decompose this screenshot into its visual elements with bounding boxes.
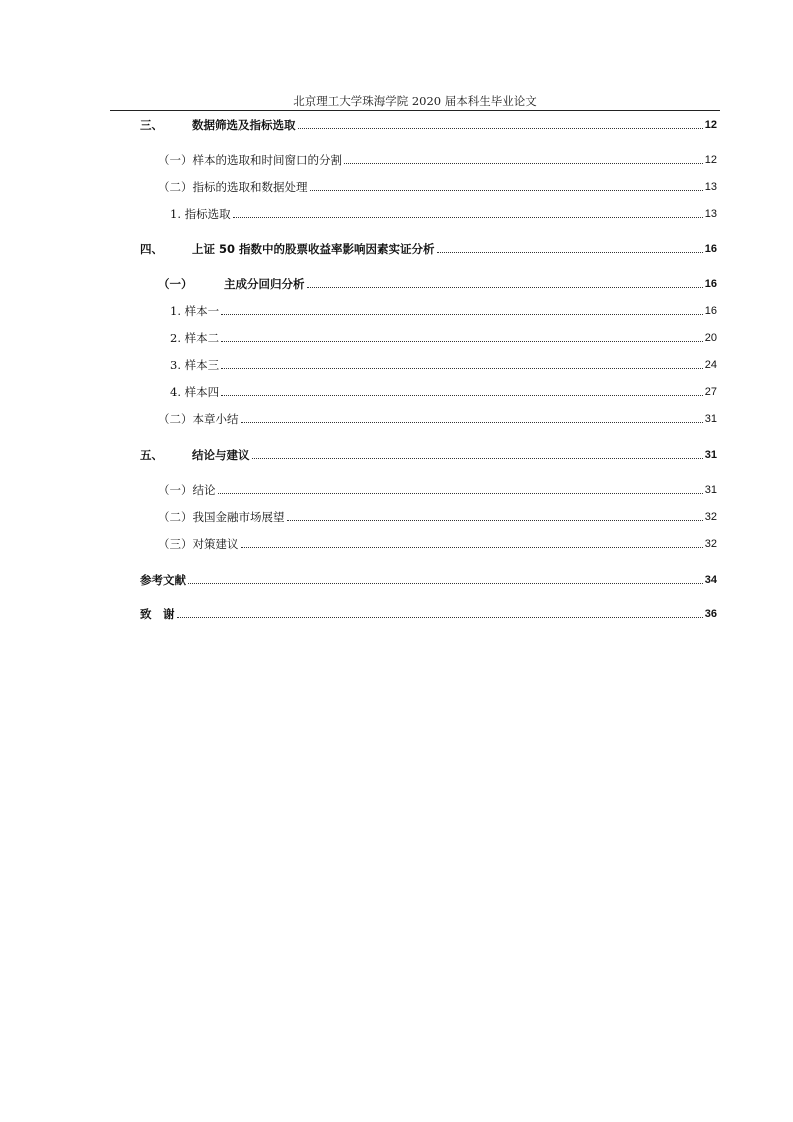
toc-dot-leader: [218, 493, 703, 494]
toc-entry-title: 4. 样本四: [170, 385, 220, 399]
toc-page-number: 16: [704, 243, 717, 255]
toc-page-number: 34: [704, 574, 717, 586]
toc-entry[interactable]: [140, 483, 717, 497]
toc-entry[interactable]: [140, 573, 717, 587]
toc-entry[interactable]: [140, 153, 717, 167]
toc-dot-leader: [233, 217, 703, 218]
toc-page-number: 31: [704, 413, 717, 425]
toc-entry[interactable]: [140, 510, 717, 524]
toc-page-number: 31: [704, 449, 717, 461]
toc-dot-leader: [221, 395, 703, 396]
toc-page-number: 20: [704, 332, 717, 344]
toc-entry[interactable]: [140, 412, 717, 426]
toc-entry[interactable]: [140, 304, 717, 318]
toc-entry-title: 致 谢: [140, 607, 175, 621]
toc-page-number: 32: [704, 538, 717, 550]
toc-page-number: 13: [704, 208, 717, 220]
toc-dot-leader: [221, 314, 703, 315]
toc-dot-leader: [310, 190, 703, 191]
toc-page-number: 24: [704, 359, 717, 371]
toc-entry-number: 三、: [140, 118, 163, 132]
toc-entry[interactable]: [140, 537, 717, 551]
toc-entry-number: 四、: [140, 242, 163, 256]
toc-entry-title: （二）指标的选取和数据处理: [158, 180, 308, 194]
toc-entry[interactable]: [140, 448, 717, 462]
toc-dot-leader: [221, 341, 703, 342]
toc-entry-title: （二）本章小结: [158, 412, 239, 426]
toc-entry[interactable]: [140, 607, 717, 621]
toc-entry-number: 五、: [140, 448, 163, 462]
toc-entry-title: 2. 样本二: [170, 331, 220, 345]
toc-dot-leader: [241, 547, 703, 548]
toc-page-number: 12: [704, 119, 717, 131]
toc-entry-title: 主成分回归分析: [224, 277, 305, 291]
toc-entry[interactable]: [140, 118, 717, 132]
toc-page-number: 31: [704, 484, 717, 496]
toc-dot-leader: [287, 520, 703, 521]
toc-entry-title: 1. 样本一: [170, 304, 220, 318]
toc-entry-title: （三）对策建议: [158, 537, 239, 551]
toc-dot-leader: [307, 287, 703, 288]
toc-page-number: 16: [704, 305, 717, 317]
toc-entry-title: （二）我国金融市场展望: [158, 510, 285, 524]
toc-page-number: 12: [704, 154, 717, 166]
toc-dot-leader: [177, 617, 703, 618]
toc-dot-leader: [437, 252, 703, 253]
toc-entry-title: （一）结论: [158, 483, 216, 497]
toc-dot-leader: [252, 458, 703, 459]
toc-entry-title: 上证 50 指数中的股票收益率影响因素实证分析: [192, 242, 435, 256]
toc-dot-leader: [221, 368, 703, 369]
toc-page-number: 36: [704, 608, 717, 620]
toc-entry-title: 结论与建议: [192, 448, 250, 462]
toc-page-number: 13: [704, 181, 717, 193]
toc-entry-title: 数据筛选及指标选取: [192, 118, 296, 132]
toc-entry[interactable]: [140, 207, 717, 221]
toc-page-number: 27: [704, 386, 717, 398]
toc-entry[interactable]: [140, 180, 717, 194]
toc-entry-title: （一）样本的选取和时间窗口的分割: [158, 153, 342, 167]
header-rule: [110, 110, 720, 111]
toc-page-number: 16: [704, 278, 717, 290]
toc-entry[interactable]: [140, 385, 717, 399]
toc-entry[interactable]: [140, 358, 717, 372]
page-header: 北京理工大学珠海学院 2020 届本科生毕业论文: [293, 94, 537, 108]
toc-entry-number: （一）: [158, 277, 193, 291]
toc-dot-leader: [298, 128, 703, 129]
toc-entry[interactable]: [140, 277, 717, 291]
toc-dot-leader: [241, 422, 703, 423]
toc-dot-leader: [344, 163, 703, 164]
toc-dot-leader: [188, 583, 703, 584]
toc-entry-title: 1. 指标选取: [170, 207, 231, 221]
toc-entry[interactable]: [140, 331, 717, 345]
toc-entry[interactable]: [140, 242, 717, 256]
toc-page-number: 32: [704, 511, 717, 523]
toc-entry-title: 参考文献: [140, 573, 186, 587]
toc-entry-title: 3. 样本三: [170, 358, 220, 372]
